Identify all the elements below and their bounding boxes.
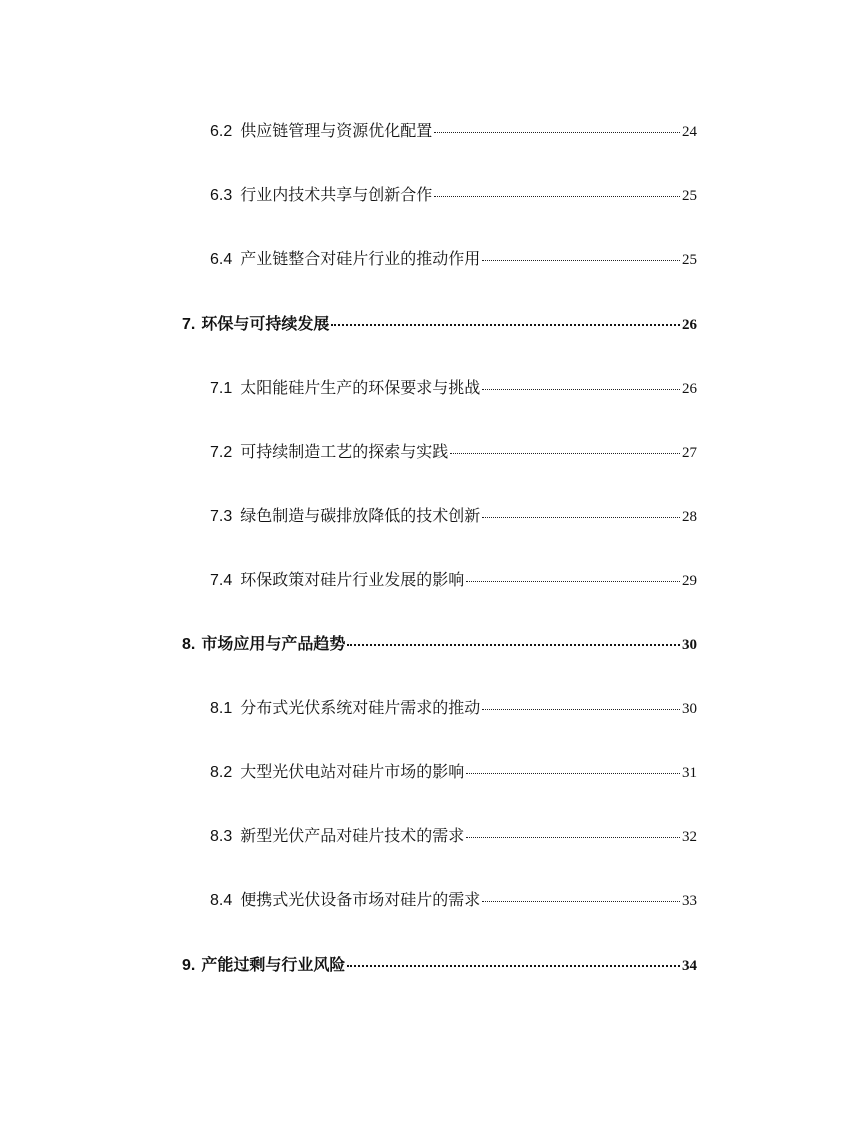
dot-leader [466,837,680,838]
toc-entry-number: 7.3 [210,508,233,525]
toc-entry-title: 产业链整合对硅片行业的推动作用 [240,251,481,268]
toc-entry-title: 太阳能硅片生产的环保要求与挑战 [240,380,481,397]
toc-chapter-title: 市场应用与产品趋势 [201,636,346,653]
dot-leader [466,773,680,774]
dot-leader [450,453,680,454]
dot-leader [434,196,680,197]
toc-entry-number: 6.3 [210,187,233,204]
toc-entry-page: 25 [682,252,697,268]
dot-leader [482,517,680,518]
toc-entry-title: 大型光伏电站对硅片市场的影响 [240,764,465,781]
dot-leader [466,581,680,582]
toc-entry-6-3[interactable] [210,182,697,206]
toc-entry-title: 行业内技术共享与创新合作 [240,187,433,204]
toc-chapter-9[interactable] [182,952,697,976]
dot-leader [482,260,680,261]
toc-entry-7-2[interactable] [210,439,697,463]
toc-chapter-page: 26 [682,317,697,333]
toc-entry-page: 25 [682,188,697,204]
toc-entry-page: 29 [682,573,697,589]
toc-entry-page: 33 [682,893,697,909]
toc-chapter-7[interactable] [182,311,697,335]
toc-entry-6-2[interactable] [210,118,697,142]
toc-entry-8-1[interactable] [210,695,697,719]
toc-entry-number: 7.2 [210,444,233,461]
toc-entry-page: 24 [682,124,697,140]
toc-entry-page: 32 [682,829,697,845]
toc-chapter-8[interactable] [182,631,697,655]
dot-leader [482,901,680,902]
toc-entry-number: 8.1 [210,700,233,717]
toc-chapter-title: 产能过剩与行业风险 [201,957,346,974]
toc-chapter-title: 环保与可持续发展 [201,316,330,333]
toc-entry-7-1[interactable] [210,375,697,399]
toc-chapter-page: 34 [682,958,697,974]
toc-entry-page: 26 [682,381,697,397]
toc-entry-title: 供应链管理与资源优化配置 [240,123,433,140]
toc-entry-number: 8.2 [210,764,233,781]
dot-leader [434,132,680,133]
toc-entry-title: 分布式光伏系统对硅片需求的推动 [240,700,481,717]
toc-chapter-number: 8. [182,636,196,653]
toc-entry-page: 31 [682,765,697,781]
toc-entry-page: 27 [682,445,697,461]
dot-leader [482,709,680,710]
dot-leader [347,644,680,646]
toc-entry-page: 28 [682,509,697,525]
toc-entry-title: 可持续制造工艺的探索与实践 [240,444,449,461]
dot-leader [347,965,680,967]
toc-entry-title: 绿色制造与碳排放降低的技术创新 [240,508,481,525]
toc-entry-title: 新型光伏产品对硅片技术的需求 [240,828,465,845]
toc-entry-title: 便携式光伏设备市场对硅片的需求 [240,892,481,909]
toc-entry-number: 7.1 [210,380,233,397]
toc-entry-page: 30 [682,701,697,717]
toc-entry-8-2[interactable] [210,759,697,783]
toc-chapter-page: 30 [682,637,697,653]
dot-leader [482,389,680,390]
toc-entry-number: 6.4 [210,251,233,268]
toc-entry-number: 8.3 [210,828,233,845]
toc-entry-6-4[interactable] [210,246,697,270]
toc-entry-title: 环保政策对硅片行业发展的影响 [240,572,465,589]
toc-entry-number: 6.2 [210,123,233,140]
toc-entry-number: 8.4 [210,892,233,909]
dot-leader [331,324,680,326]
toc-entry-7-4[interactable] [210,567,697,591]
toc-entry-8-4[interactable] [210,887,697,911]
toc-entry-7-3[interactable] [210,503,697,527]
toc-chapter-number: 9. [182,957,196,974]
toc-chapter-number: 7. [182,316,196,333]
toc-entry-number: 7.4 [210,572,233,589]
toc-entry-8-3[interactable] [210,823,697,847]
